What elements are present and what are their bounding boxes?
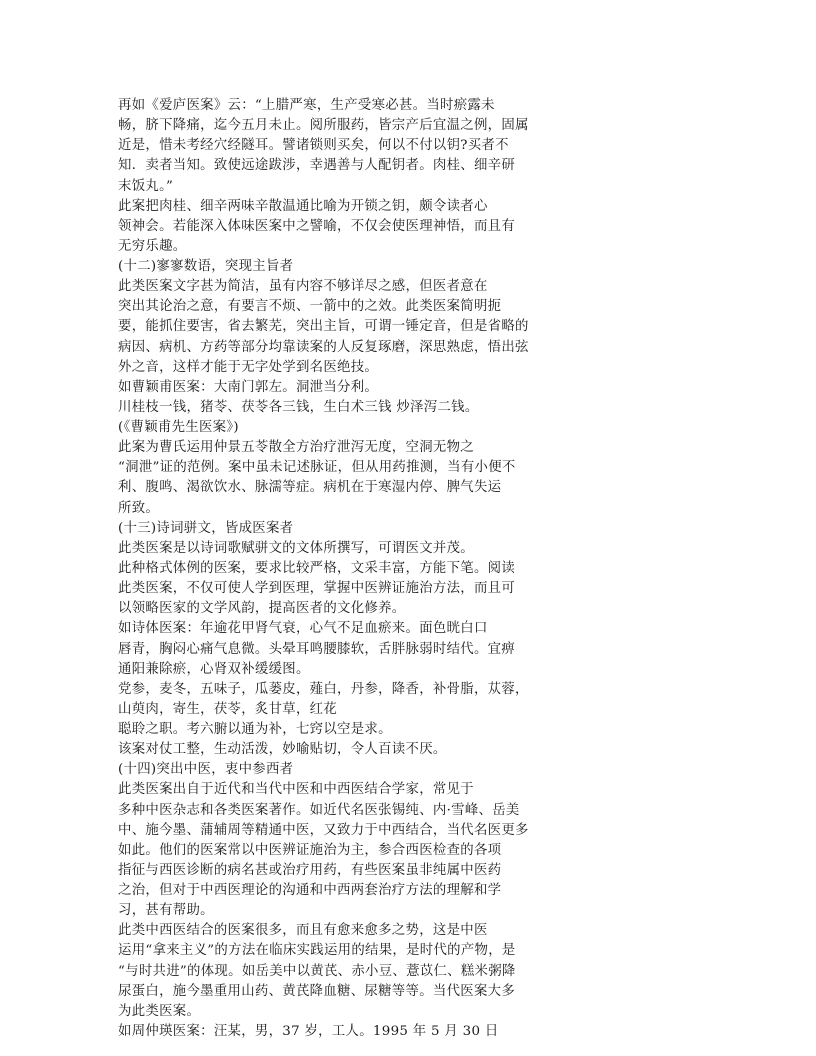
- text-line: 党参，麦冬，五味子，瓜蒌皮，薤白，丹参，降香，补骨脂，苁蓉，: [118, 681, 529, 697]
- text-line: 中、施今墨、蒲辅周等精通中医，又致力于中西结合，当代名医更多: [118, 822, 529, 838]
- text-line: 如此。他们的医案常以中医辨证施治为主，参合西医检查的各项: [118, 842, 502, 858]
- text-line: 该案对仗工整，生动活泼，妙喻贴切，令人百读不厌。: [118, 742, 447, 758]
- text-line: 指征与西医诊断的病名甚或治疗用药，有些医案虽非纯属中医药: [118, 862, 502, 878]
- text-line: 无穷乐趣。: [118, 238, 187, 254]
- text-line: 聪聆之职。考六腑以通为补，七窍以空是求。: [118, 722, 392, 738]
- text-line: 末饭丸。”: [118, 178, 174, 194]
- text-line: 突出其论治之意，有要言不烦、一箭中的之效。此类医案简明扼: [118, 299, 502, 315]
- text-line: 如周仲瑛医案：汪某，男，37 岁，工人。1995 年 5 月 30 日: [118, 1024, 499, 1039]
- text-line: (《曹颖甫先生医案》): [118, 420, 239, 436]
- text-line: 以领略医家的文学风韵，提高医者的文化修养。: [118, 601, 406, 617]
- text-line: 多种中医杂志和各类医案著作。如近代名医张锡纯、内·雪峰、岳美: [118, 802, 520, 818]
- text-line: 此种格式体例的医案，要求比较严格，文采丰富，方能下笔。阅读: [118, 561, 516, 576]
- text-line: “洞泄”证的范例。案中虽未记述脉证，但从用药推测，当有小便不: [118, 460, 516, 476]
- section-heading: (十二)寥寥数语，突现主旨者: [118, 259, 294, 275]
- text-line: 山萸肉，寄生，茯苓，炙甘草，红花: [118, 701, 338, 717]
- text-line: 唇青，胸闷心痛气息微。头晕耳鸣腰膝软，舌胖脉弱时结代。宜痹: [118, 641, 516, 657]
- text-line: 畅，脐下降痛，迄今五月未止。阅所服药，皆宗产后宜温之例，固属: [118, 118, 529, 134]
- text-line: 此类医案文字甚为简洁，虽有内容不够详尽之感，但医者意在: [118, 279, 488, 295]
- text-line: 知．卖者当知。致使远途跋涉，幸遇善与人配钥者。肉桂、细辛研: [118, 158, 516, 174]
- text-line: 川桂枝一钱，猪苓、茯苓各三钱，生白术三钱 炒泽泻二钱。: [118, 399, 479, 415]
- text-line: 此类中西医结合的医案很多，而且有愈来愈多之势，这是中医: [118, 923, 488, 939]
- text-line: 此类医案是以诗词歌赋骈文的文体所撰写，可谓医文并茂。: [118, 540, 474, 556]
- text-line: 领神会。若能深入体味医案中之譬喻，不仅会使医理神悟，而且有: [118, 218, 516, 234]
- text-line: 再如《爱庐医案》云：“上腊严寒，生产受寒必甚。当时瘀露未: [118, 98, 495, 113]
- text-line: 所致。: [118, 500, 160, 516]
- text-line: 习，甚有帮助。: [118, 903, 214, 919]
- text-line: 此类医案，不仅可使人学到医理，掌握中医辨证施治方法，而且可: [118, 581, 516, 597]
- text-line: 近是，惜未考经穴经隧耳。譬诸锁则买矣，何以不付以钥?买者不: [118, 138, 509, 154]
- text-line: “与时共进”的体现。如岳美中以黄芪、赤小豆、薏苡仁、糕米粥降: [118, 963, 516, 979]
- text-line: 之治，但对于中西医理论的沟通和中西两套治疗方法的理解和学: [118, 883, 502, 899]
- text-line: 外之音，这样才能于无字处学到名医绝技。: [118, 359, 379, 375]
- section-heading: (十四)突出中医，衷中参西者: [118, 762, 294, 778]
- text-line: 尿蛋白，施今墨重用山药、黄芪降血糖、尿糖等等。当代医案大多: [118, 983, 516, 999]
- text-line: 此案为曹氏运用仲景五苓散全方治疗泄泻无度，空洞无物之: [118, 440, 474, 456]
- text-line: 如诗体医案：年逾花甲肾气衰，心气不足血瘀来。面色晄白口: [118, 621, 488, 637]
- text-line: 如曹颖甫医案：大南门郭左。洞泄当分利。: [118, 379, 379, 395]
- section-heading: (十三)诗词骈文，皆成医案者: [118, 520, 294, 536]
- text-line: 为此类医案。: [118, 1003, 201, 1019]
- text-line: 通阳兼除瘀，心肾双补缓缓图。: [118, 661, 310, 677]
- text-line: 运用“拿来主义”的方法在临床实践运用的结果，是时代的产物，是: [118, 943, 516, 959]
- text-line: 要，能抓住要害，省去繁芜，突出主旨，可谓一锤定音，但是省略的: [118, 319, 529, 335]
- text-line: 此案把肉桂、细辛两味辛散温通比喻为开锁之钥，颇令读者心: [118, 198, 488, 214]
- text-line: 利、腹鸣、渴欲饮水、脉濡等症。病机在于寒湿内停、脾气失运: [118, 480, 502, 496]
- text-line: 病因、病机、方药等部分均靠读案的人反复琢磨，深思熟虑，悟出弦: [118, 339, 529, 355]
- text-line: 此类医案出自于近代和当代中医和中西医结合学家，常见于: [118, 782, 474, 798]
